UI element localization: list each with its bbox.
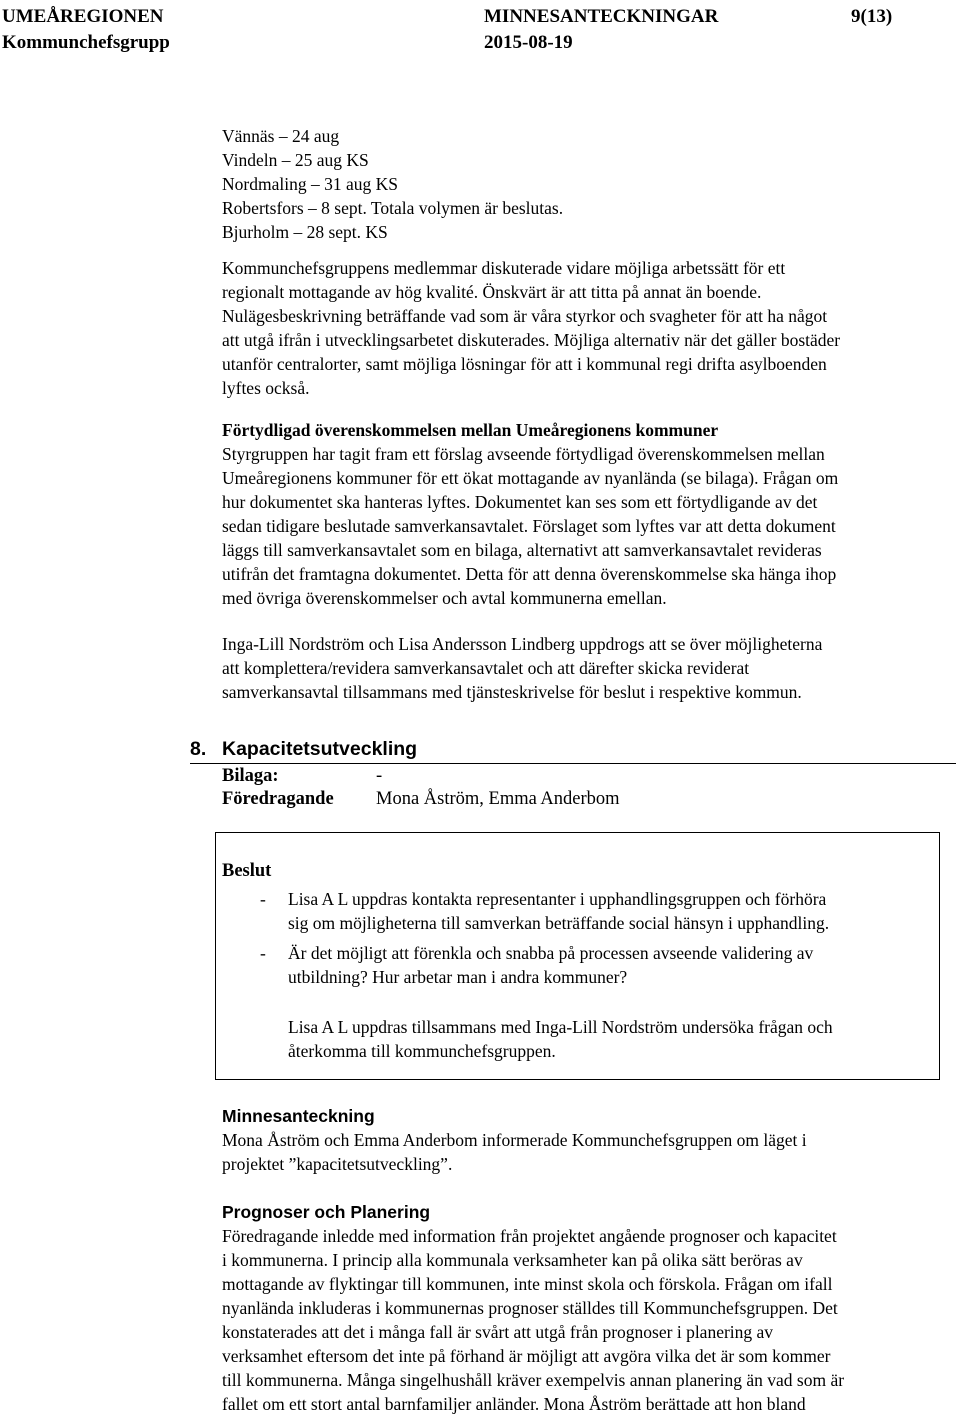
paragraph-line: till kommunerna. Många singelhushåll kräver exempelvis annan planering än vad som är (222, 1370, 845, 1390)
section-8 (190, 736, 958, 809)
paragraph-line: regionalt mottagande av hög kvalité. Önskvärt är att titta på annat än boende. (222, 282, 762, 302)
beslut-title: Beslut (222, 861, 272, 881)
schedule-item: Vännäs – 24 aug (222, 126, 340, 146)
paragraph-line: utifrån det framtagna dokumentet. Detta för att denna överenskommelse ska hänga ihop (222, 564, 837, 584)
minnesanteckning-title: Minnesanteckning (222, 1106, 375, 1126)
paragraph-line: att utgå ifrån i utvecklingsarbetet diskuterades. Möjliga alternativ när det gäller bostäder (222, 330, 841, 350)
agreement-heading: Förtydligad överenskommelsen mellan Umeåregionens kommuner (222, 420, 719, 440)
lower-content (222, 1104, 952, 1416)
header-org: UMEÅREGIONEN (2, 6, 164, 27)
paragraph-line: Inga-Lill Nordström och Lisa Andersson Lindberg uppdrogs att se över möjligheterna (222, 634, 823, 654)
minnesanteckning-section (222, 1104, 952, 1176)
prognoser-title: Prognoser och Planering (222, 1202, 431, 1222)
paragraph-line: i kommunerna. I princip alla kommunala verksamheter kan på olika sätt beröras av (222, 1250, 803, 1270)
foredragande-label: Föredragande (222, 789, 334, 809)
paragraph-line: nyanlända inkluderas i kommunernas prognoser ställdes till Kommunchefsgruppen. Det (222, 1298, 838, 1318)
beslut-note-line: Lisa A L uppdras tillsammans med Inga-Lill Nordström undersöka frågan och (288, 1017, 833, 1037)
paragraph-line: projektet ”kapacitetsutveckling”. (222, 1154, 453, 1174)
schedule-item: Vindeln – 25 aug KS (222, 150, 369, 170)
beslut-item (222, 887, 932, 935)
agreement-followup (222, 632, 942, 704)
paragraph-line: lyftes också. (222, 378, 310, 398)
beslut-note (222, 1015, 932, 1063)
beslut-note-line: återkomma till kommunchefsgruppen. (288, 1041, 556, 1061)
dash-bullet: - (260, 943, 266, 963)
paragraph-line: hur dokumentet ska hanteras lyftes. Dokumentet kan ses som ett förtydligande av det (222, 492, 818, 512)
section-title: Kapacitetsutveckling (222, 738, 418, 760)
beslut-item-line: utbildning? Hur arbetar man i andra kommuner? (288, 967, 628, 987)
bilaga-row (222, 764, 382, 788)
paragraph-line: fallet om ett stort antal barnfamiljer anländer. Mona Åström berättade att hon bland (222, 1394, 806, 1414)
agreement-section (222, 418, 942, 610)
dash-bullet: - (260, 889, 266, 909)
foredragande-row (222, 787, 620, 811)
paragraph-line: med övriga överenskommelser och avtal kommunerna emellan. (222, 588, 667, 608)
header-date: 2015-08-19 (484, 32, 573, 53)
paragraph-line: mottagande av flyktingar till kommunen, inte minst skola och förskola. Frågan om ifall (222, 1274, 833, 1294)
header-page-number: 9(13) (851, 6, 893, 27)
paragraph-line: att komplettera/revidera samverkansavtalet och att därefter skicka reviderat (222, 658, 750, 678)
beslut-item-line: Är det möjligt att förenkla och snabba på processen avseende validering av (288, 943, 814, 963)
paragraph-line: läggs till samverkansavtalet som en bilaga, alternativt att samverkansavtalet revideras (222, 540, 822, 560)
paragraph-line: Föredragande inledde med information från projektet angående prognoser och kapacitet (222, 1226, 837, 1246)
paragraph-line: utanför centralorter, samt möjliga lösningar för att i kommunal regi drifta asylboenden (222, 354, 827, 374)
beslut-item-line: Lisa A L uppdras kontakta representanter i upphandlingsgruppen och förhöra (288, 889, 827, 909)
prognoser-section (222, 1200, 952, 1416)
intro-paragraph (222, 256, 942, 400)
section-number: 8. (190, 738, 207, 760)
paragraph-line: Mona Åström och Emma Anderbom informerade Kommunchefsgruppen om läget i (222, 1130, 807, 1150)
paragraph-line: Styrgruppen har tagit fram ett förslag avseende förtydligad överenskommelsen mellan (222, 444, 825, 464)
schedule-item: Nordmaling – 31 aug KS (222, 174, 398, 194)
paragraph-line: Kommunchefsgruppens medlemmar diskuterade vidare möjliga arbetssätt för ett (222, 258, 786, 278)
paragraph-line: konstaterades att det i många fall är svårt att utgå från prognoser i planering av (222, 1322, 774, 1342)
beslut-content (222, 859, 932, 1063)
schedule-item: Bjurholm – 28 sept. KS (222, 222, 388, 242)
paragraph-line: verksamhet eftersom det inte på förhand är möjligt att avgöra vilka det är som kommer (222, 1346, 831, 1366)
paragraph-line: Umeåregionens kommuner för ett ökat mottagande av nyanlända (se bilaga). Frågan om (222, 468, 839, 488)
foredragande-value: Mona Åström, Emma Anderbom (376, 789, 620, 809)
beslut-item-line: sig om möjligheterna till samverkan beträffande social hänsyn i upphandling. (288, 913, 830, 933)
paragraph-line: Nulägesbeskrivning beträffande vad som är våra styrkor och svagheter för att ha något (222, 306, 828, 326)
section-8-title (190, 736, 956, 764)
header-group: Kommunchefsgrupp (2, 32, 170, 53)
header-doc-type: MINNESANTECKNINGAR (484, 6, 719, 27)
schedule-list (222, 124, 942, 244)
paragraph-line: sedan tidigare beslutade samverkansavtalet. Förslaget som lyftes var att detta dokument (222, 516, 836, 536)
page-header (0, 4, 960, 56)
upper-content (222, 124, 942, 704)
bilaga-label: Bilaga: (222, 766, 279, 786)
schedule-item: Robertsfors – 8 sept. Totala volymen är beslutas. (222, 198, 564, 218)
paragraph-line: samverkansavtal tillsammans med tjänsteskrivelse för beslut i respektive kommun. (222, 682, 802, 702)
beslut-box (215, 832, 940, 1080)
beslut-item (222, 941, 932, 989)
bilaga-value: - (376, 766, 383, 786)
